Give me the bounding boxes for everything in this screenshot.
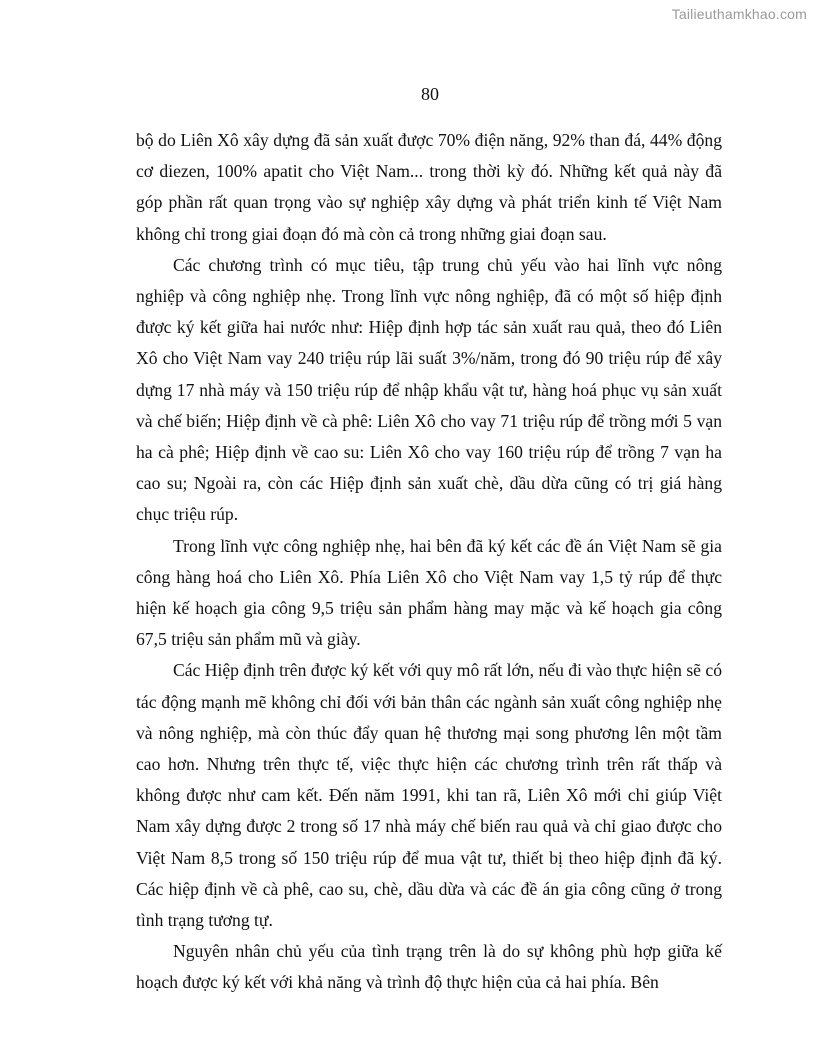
page-number: 80 <box>421 84 439 104</box>
paragraph-5: Nguyên nhân chủ yếu của tình trạng trên là do sự không phù hợp giữa kế hoạch được ký kết với khả năng và trình độ thực hiện của cả hai phía. Bên <box>136 941 722 993</box>
paragraph-3: Trong lĩnh vực công nghiệp nhẹ, hai bên đã ký kết các đề án Việt Nam sẽ gia công hàng hoá cho Liên Xô. Phía Liên Xô cho Việt Nam vay 1,5 tỷ rúp để thực hiện kế hoạch gia công 9,5 triệu sản phẩm hàng may mặc và kế hoạch gia công 67,5 triệu sản phẩm mũ và giày. <box>136 535 722 650</box>
paragraph-4: Các Hiệp định trên được ký kết với quy mô rất lớn, nếu đi vào thực hiện sẽ có tác động mạnh mẽ không chỉ đối với bản thân các ngành sản xuất công nghiệp nhẹ và nông nghiệp, mà còn thúc đẩy quan hệ thương mại song phương lên một tầm cao hơn. Nhưng trên thực tế, việc thực hiện các chương trình trên rất thấp và không được như cam kết. Đến năm 1991, khi tan rã, Liên Xô mới chỉ giúp Việt Nam xây dựng được 2 trong số 17 nhà máy chế biến rau quả và chỉ giao được cho Việt Nam 8,5 trong số 150 triệu rúp để mua vật tư, thiết bị theo hiệp định đã ký. Các hiệp định về cà phê, cao su, chè, dầu dừa và các đề án gia công cũng ở trong tình trạng tương tự. <box>136 660 722 931</box>
paragraph-2: Các chương trình có mục tiêu, tập trung chủ yếu vào hai lĩnh vực nông nghiệp và công nghiệp nhẹ. Trong lĩnh vực nông nghiệp, đã có một số hiệp định được ký kết giữa hai nước như: Hiệp định hợp tác sản xuất rau quả, theo đó Liên Xô cho Việt Nam vay 240 triệu rúp lãi suất 3%/năm, trong đó 90 triệu rúp để xây dựng 17 nhà máy và 150 triệu rúp để nhập khẩu vật tư, hàng hoá phục vụ sản xuất và chế biến; Hiệp định về cà phê: Liên Xô cho vay 71 triệu rúp để trồng mới 5 vạn ha cà phê; Hiệp định về cao su: Liên Xô cho vay 160 triệu rúp để trồng 7 vạn ha cao su; Ngoài ra, còn các Hiệp định sản xuất chè, dầu dừa cũng có trị giá hàng chục triệu rúp. <box>136 254 722 525</box>
document-body <box>136 125 722 999</box>
watermark: Tailieuthamkhao.com <box>671 6 807 22</box>
paragraph-1: bộ do Liên Xô xây dựng đã sản xuất được 70% điện năng, 92% than đá, 44% động cơ diezen, 100% apatit cho Việt Nam... trong thời kỳ đó. Những kết quả này đã góp phần rất quan trọng vào sự nghiệp xây dựng và phát triển kinh tế Việt Nam không chỉ trong giai đoạn đó mà còn cả trong những giai đoạn sau. <box>136 130 722 244</box>
